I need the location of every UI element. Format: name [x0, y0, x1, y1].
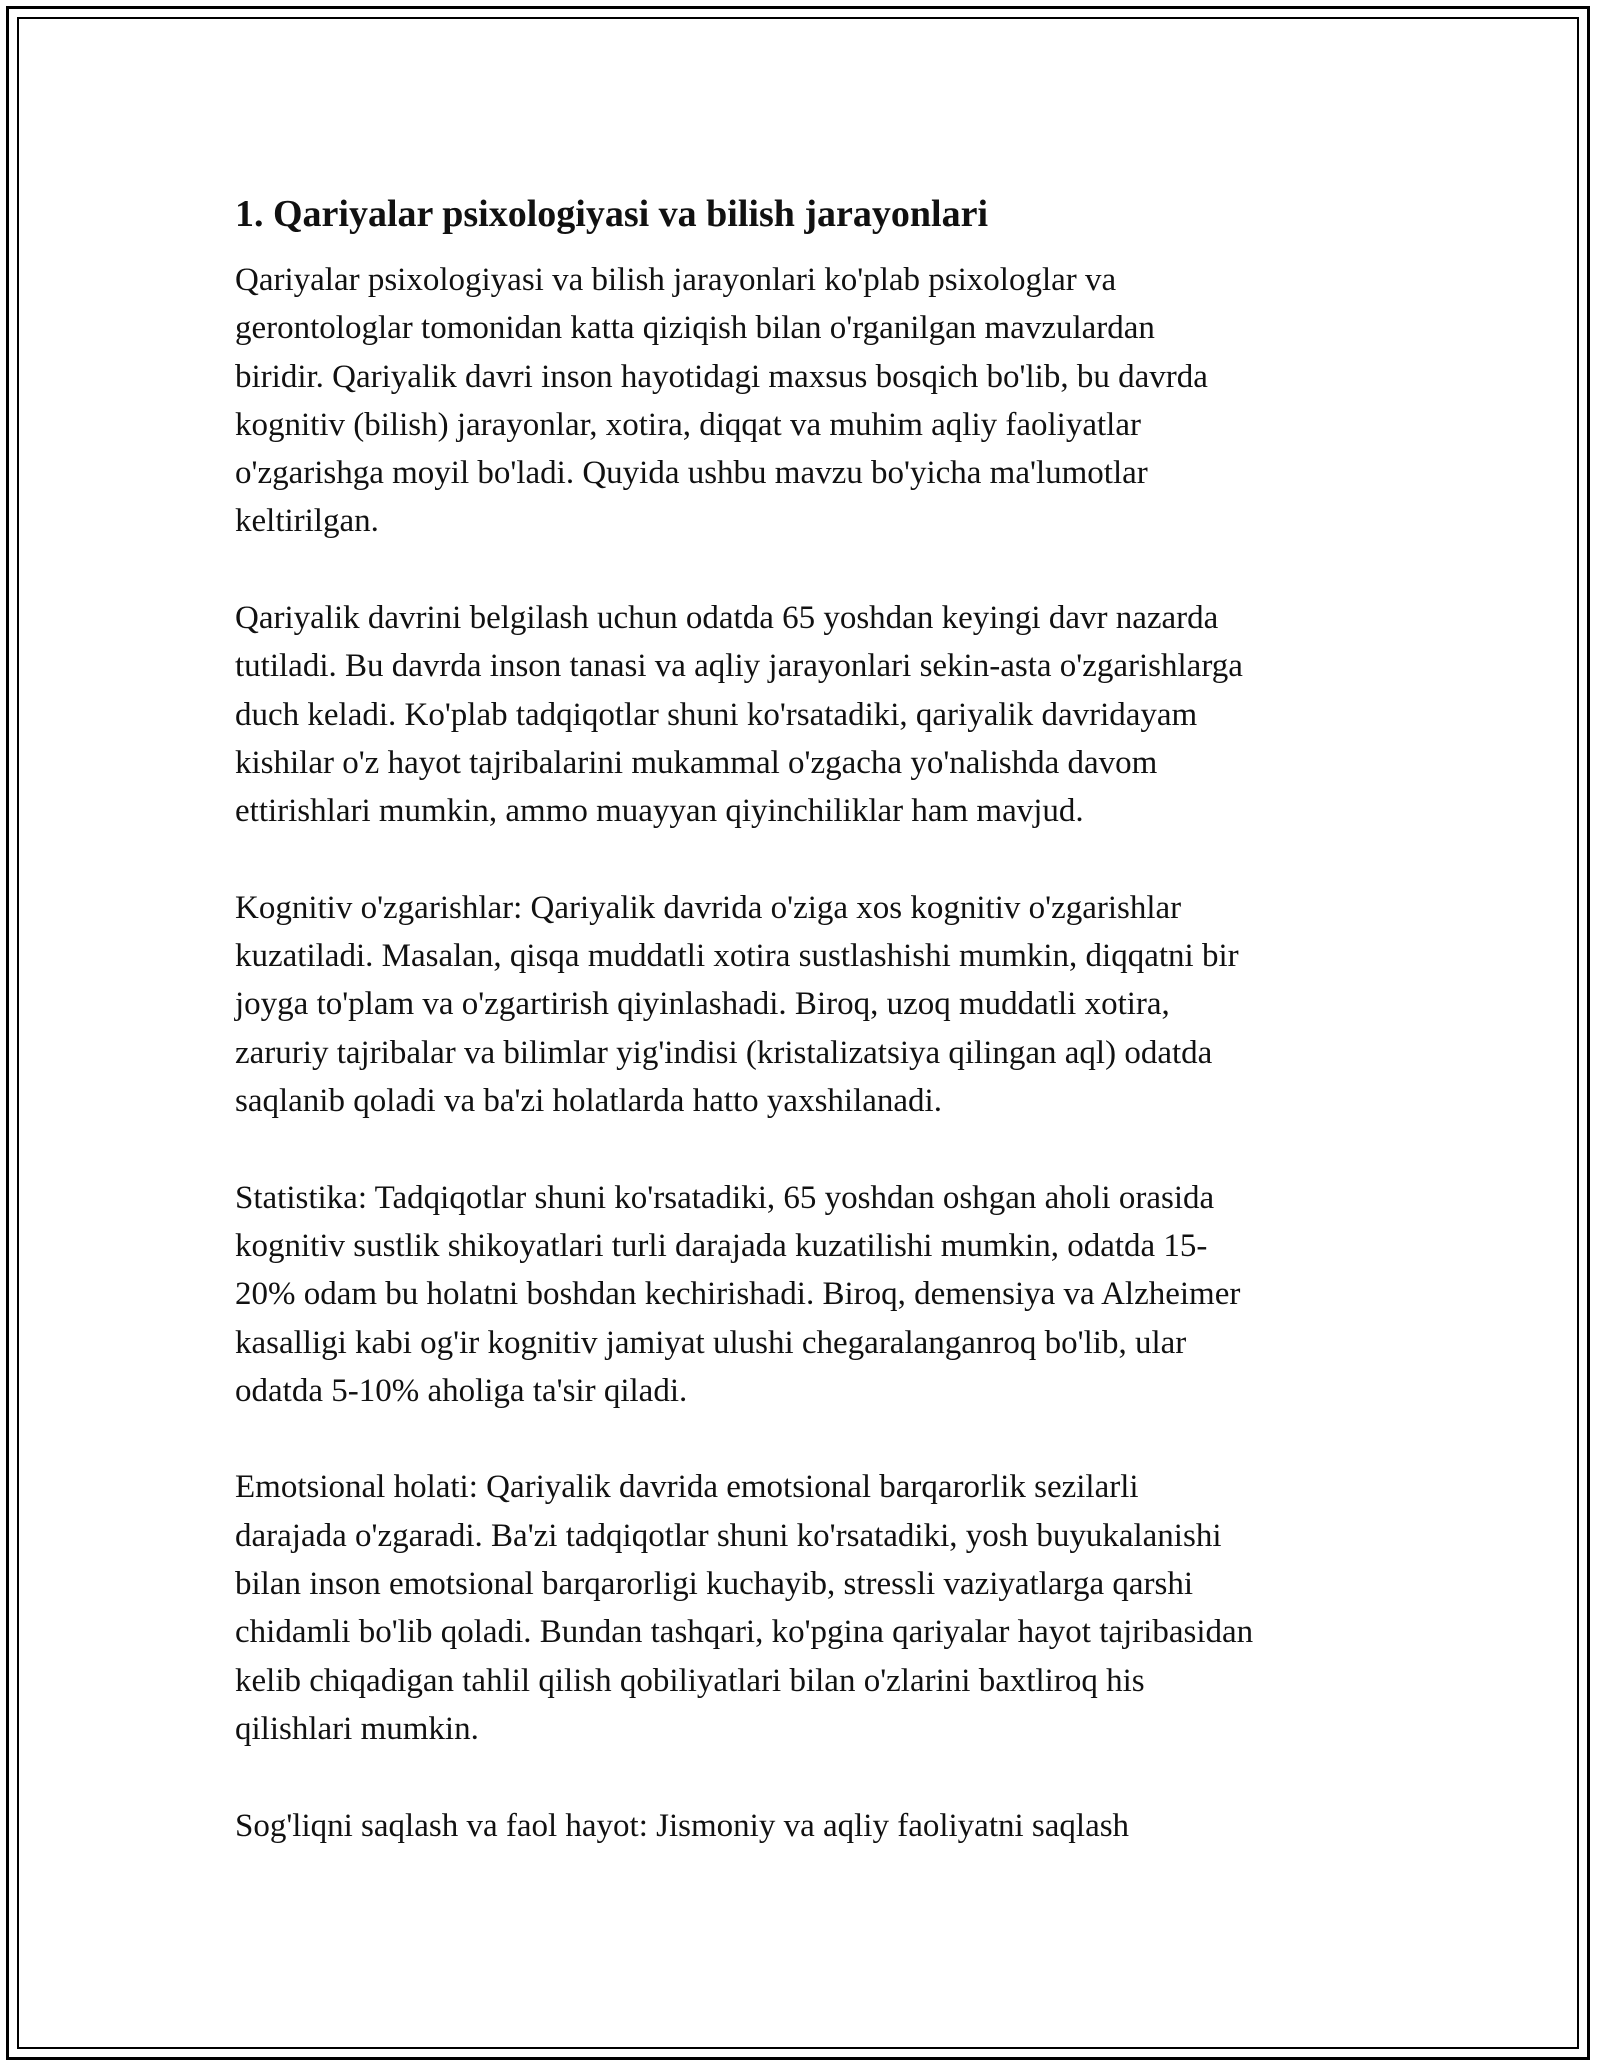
text-line: ettirishlari mumkin, ammo muayyan qiyinchiliklar ham mavjud.	[235, 793, 1084, 830]
text-line: odatda 5-10% aholiga ta'sir qiladi.	[235, 1372, 688, 1409]
text-line: tutiladi. Bu davrda inson tanasi va aqliy jarayonlari sekin-asta o'zgarishlarga	[235, 648, 1243, 685]
text-line: kishilar o'z hayot tajribalarini mukammal o'zgacha yo'nalishda davom	[235, 744, 1158, 781]
paragraph-intro	[235, 256, 1385, 546]
text-line: Statistika: Tadqiqotlar shuni ko'rsatadiki, 65 yoshdan oshgan aholi orasida	[235, 1179, 1215, 1216]
paragraph-statistics	[235, 1174, 1385, 1415]
text-line: o'zgarishga moyil bo'ladi. Quyida ushbu mavzu bo'yicha ma'lumotlar	[235, 455, 1148, 492]
text-line: chidamli bo'lib qoladi. Bundan tashqari, ko'pgina qariyalar hayot tajribasidan	[235, 1614, 1254, 1651]
text-line: qilishlari mumkin.	[235, 1710, 479, 1747]
text-line: bilan inson emotsional barqarorligi kuchayib, stressli vaziyatlarga qarshi	[235, 1566, 1193, 1603]
text-line: Emotsional holati: Qariyalik davrida emotsional barqarorlik sezilarli	[235, 1469, 1139, 1506]
text-line: kasalligi kabi og'ir kognitiv jamiyat ulushi chegaralanganroq bo'lib, ular	[235, 1324, 1187, 1361]
text-line: kognitiv (bilish) jarayonlar, xotira, diqqat va muhim aqliy faoliyatlar	[235, 406, 1141, 443]
text-line: kelib chiqadigan tahlil qilish qobiliyatlari bilan o'zlarini baxtliroq his	[235, 1662, 1145, 1699]
text-line: keltirilgan.	[235, 503, 379, 540]
paragraph-healthy-life	[235, 1802, 1385, 1850]
page-title: 1. Qariyalar psixologiyasi va bilish jarayonlari	[235, 193, 989, 235]
text-line: biridir. Qariyalik davri inson hayotidagi maxsus bosqich bo'lib, bu davrda	[235, 358, 1208, 395]
text-line: Sog'liqni saqlash va faol hayot: Jismoniy va aqliy faoliyatni saqlash	[235, 1807, 1130, 1844]
paragraph-age-definition	[235, 594, 1385, 835]
text-line: Kognitiv o'zgarishlar: Qariyalik davrida o'ziga xos kognitiv o'zgarishlar	[235, 889, 1182, 926]
text-line: 20% odam bu holatni boshdan kechirishadi. Biroq, demensiya va Alzheimer	[235, 1276, 1241, 1313]
text-line: darajada o'zgaradi. Ba'zi tadqiqotlar shuni ko'rsatadiki, yosh buyukalanishi	[235, 1517, 1222, 1554]
paragraph-emotional-state	[235, 1463, 1385, 1753]
text-line: saqlanib qoladi va ba'zi holatlarda hatto yaxshilanadi.	[235, 1083, 942, 1120]
text-line: duch keladi. Ko'plab tadqiqotlar shuni ko'rsatadiki, qariyalik davridayam	[235, 696, 1198, 733]
text-line: Qariyalar psixologiyasi va bilish jarayonlari ko'plab psixologlar va	[235, 262, 1117, 298]
text-line: kuzatiladi. Masalan, qisqa muddatli xotira sustlashishi mumkin, diqqatni bir	[235, 938, 1239, 975]
text-line: joyga to'plam va o'zgartirish qiyinlashadi. Biroq, uzoq muddatli xotira,	[235, 986, 1170, 1023]
text-line: gerontologlar tomonidan katta qiziqish bilan o'rganilgan mavzulardan	[235, 310, 1155, 347]
paragraph-cognitive-changes	[235, 884, 1385, 1125]
text-line: zaruriy tajribalar va bilimlar yig'indisi (kristalizatsiya qilingan aql) odatda	[235, 1034, 1213, 1071]
text-line: Qariyalik davrini belgilash uchun odatda 65 yoshdan keyingi davr nazarda	[235, 600, 1219, 637]
text-line: kognitiv sustlik shikoyatlari turli darajada kuzatilishi mumkin, odatda 15-	[235, 1227, 1208, 1264]
document-body	[235, 188, 1385, 1898]
